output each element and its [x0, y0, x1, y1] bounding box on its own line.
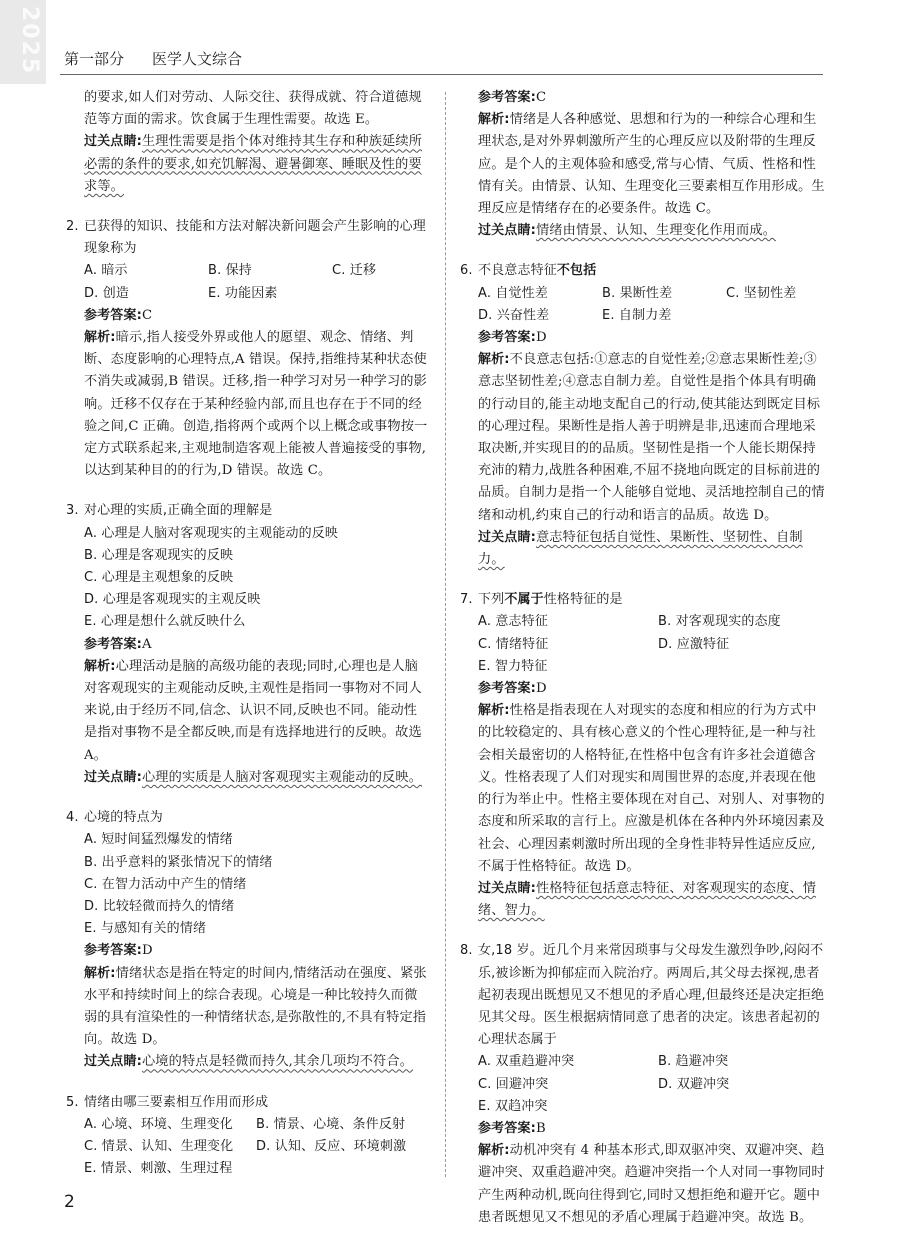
analysis-line: [66, 327, 430, 482]
analysis-line: [460, 349, 828, 527]
option-b: B. 果断性差: [602, 285, 673, 301]
analysis-label: 解析:: [478, 703, 510, 719]
analysis-text: 心理活动是脑的高级功能的表现;同时,心理也是人脑对客观现实的主观能动反映,主观性是指同一事物对不同人来说,由于经历不同,信念、认识不同,反映也不同。能动性是指对事物不是全都反映,而是有选择地进行的反映。故选 A。: [84, 658, 422, 763]
question-number: 4.: [66, 810, 79, 826]
question-stem: [460, 589, 828, 611]
analysis-text: 情绪是人各种感觉、思想和行为的一种综合心理和生理状态,是对外界刺激所产生的心理反应以及附带的生理反应。是个人的主观体验和感受,常与心情、气质、性格和性情有关。由情景、认知、生理变化三要素相互作用形成。生理反应是情绪存在的必要条件。故选 C。: [478, 112, 825, 217]
question-6: [460, 260, 828, 571]
right-column: [460, 87, 828, 1229]
option-d: D. 认知、反应、环境刺激: [256, 1138, 407, 1154]
option-e: E. 心理是想什么就反映什么: [84, 614, 246, 630]
question-number: 6.: [460, 263, 473, 279]
analysis-label: 解析:: [478, 112, 510, 128]
option-e: E. 智力特征: [478, 658, 548, 674]
keypoint-text: 情绪由情景、认知、生理变化作用而成。: [535, 223, 777, 239]
answer-label: 参考答案:: [478, 330, 536, 346]
keypoint-text: 生理性需要是指个体对维持其生存和种族延续所必需的条件的要求,如充饥解渴、避暑御寒、睡眠及性的要求等。: [84, 134, 423, 194]
answer-label: 参考答案:: [84, 943, 142, 959]
options: [66, 829, 430, 940]
option-b: B. 情景、心境、条件反射: [256, 1116, 406, 1132]
answer-line: [460, 1118, 828, 1140]
analysis-label: 解析:: [84, 330, 116, 346]
keypoint-line: [460, 878, 828, 922]
answer-value: C: [535, 90, 547, 105]
option-a: A. 短时间猛烈爆发的情绪: [84, 832, 233, 848]
option-a: A. 心理是人脑对客观现实的主观能动的反映: [84, 525, 339, 541]
analysis-text: 动机冲突有 4 种基本形式,即双驱冲突、双避冲突、趋避冲突、双重趋避冲突。趋避冲突指一个人对同一事物同时产生两种动机,既向往得到它,同时又想拒绝和避开它。题中患者既想见又不想见的矛盾心理属于趋避冲突。故选 B。: [478, 1143, 825, 1225]
question-8: [460, 940, 828, 1229]
option-c: C. 回避冲突: [478, 1076, 549, 1092]
answer-value: C: [141, 307, 153, 323]
keypoint-label: 过关点睛:: [478, 880, 536, 896]
options: [66, 1114, 430, 1181]
answer-label: 参考答案:: [478, 681, 536, 697]
option-b: B. 保持: [208, 263, 252, 279]
answer-label: 参考答案:: [478, 1120, 536, 1136]
keypoint-label: 过关点睛:: [478, 223, 536, 239]
keypoint-text: 意志特征包括自觉性、果断性、坚韧性、自制力。: [478, 529, 803, 568]
question-stem: [460, 940, 828, 1051]
keypoint-text: 心理的实质是人脑对客观现实主观能动的反映。: [141, 769, 423, 785]
answer-label: 参考答案:: [84, 636, 142, 652]
option-d: D. 心理是客观现实的主观反映: [84, 592, 261, 608]
question-text: 情绪由哪三要素相互作用而形成: [84, 1094, 269, 1110]
keypoint-text: 性格特征包括意志特征、对客观现实的态度、情绪、智力。: [478, 880, 817, 919]
option-c: C. 迁移: [332, 263, 377, 279]
option-e: E. 情景、刺激、生理过程: [84, 1161, 233, 1177]
answer-line: [66, 940, 430, 962]
keypoint-text: 心境的特点是轻微而持久,其余几项均不符合。: [141, 1054, 414, 1070]
left-column: [66, 87, 430, 1180]
option-a: A. 心境、环境、生理变化: [84, 1116, 233, 1132]
analysis-text: 不良意志包括:①意志的自觉性差;②意志果断性差;③意志坚韧性差;④意志自制力差。自觉性是指个体具有明确的行动目的,能主动地支配自己的行动,使其能达到既定目标的心理过程。果断性是指人善于明辨是非,迅速而合理地采取决断,并实现目的的品质。坚韧性是指一个人能长期保持充沛的精力,战胜各种困难,不屈不挠地向既定的目标前进的品质。自制力是指一个人能够自觉地、灵活地控制自己的情绪和动机,约束自己的行动和语言的品质。故选 D。: [478, 352, 825, 523]
question-2: [66, 216, 430, 482]
question-text: [478, 260, 828, 282]
answer-value: D: [535, 330, 547, 346]
keypoint-label: 过关点睛:: [84, 134, 142, 150]
option-a: A. 意志特征: [478, 614, 548, 630]
analysis-line: [460, 700, 828, 878]
question-text: 对心理的实质,正确全面的理解是: [84, 503, 273, 519]
part-title: 第一部分: [64, 50, 125, 68]
answer-value: D: [535, 681, 547, 697]
option-b: B. 出乎意料的紧张情况下的情绪: [84, 854, 273, 870]
answer-value: B: [535, 1120, 546, 1136]
question-7: [460, 589, 828, 922]
year-label: 2025: [17, 6, 42, 76]
question-number: 7.: [460, 592, 473, 608]
question-text: 已获得的知识、技能和方法对解决新问题会产生影响的心理现象称为: [84, 219, 426, 257]
analysis-label: 解析:: [478, 352, 510, 368]
analysis-line: [460, 1140, 828, 1229]
option-b: B. 心理是客观现实的反映: [84, 547, 234, 563]
stem-emphasis: 不包括: [556, 263, 597, 279]
option-e: E. 双趋冲突: [478, 1098, 548, 1114]
options: [66, 260, 430, 304]
option-c: C. 情景、认知、生理变化: [84, 1138, 234, 1154]
analysis-text: 性格是指表现在人对现实的态度和相应的行为方式中的比较稳定的、具有核心意义的个性心理特征,是一种与社会相关最密切的人格特征,在性格中包含有许多社会道德含义。性格表现了人们对现实和周围世界的态度,并表现在他的行为举止中。性格主要体现在对自己、对别人、对事物的态度和所采取的言行上。应激是机体在各种内外环境因素及社会、心理因素刺激时所出现的全身性非特异性适应反应,不属于性格特征。故选 D。: [478, 703, 825, 874]
option-b: B. 趋避冲突: [658, 1054, 729, 1070]
option-a: A. 双重趋避冲突: [478, 1054, 575, 1070]
option-d: D. 应激特征: [658, 636, 730, 652]
continuation-text: 的要求,如人们对劳动、人际交往、获得成就、符合道德规范等方面的需求。饮食属于生理性需要。故选 E。: [84, 90, 422, 128]
question-text: 女,18 岁。近几个月来常因琐事与父母发生激烈争吵,闷闷不乐,被诊断为抑郁症而入院治疗。两周后,其父母去探视,患者起初表现出既想见又不想见的矛盾心理,但最终还是决定拒绝见其父母。医生根据病情同意了患者的决定。该患者起初的心理状态属于: [478, 943, 825, 1048]
option-c: C. 情绪特征: [478, 636, 549, 652]
analysis-line: [66, 656, 430, 767]
option-d: D. 创造: [84, 285, 130, 301]
analysis-text: 暗示,指人接受外界或他人的愿望、观念、情绪、判断、态度影响的心理特点,A 错误。保持,指维持某种状态使不消失或减弱,B 错误。迁移,指一种学习对另一种学习的影响。迁移不仅存在于某种经验内部,而且也存在于不同的经验之间,C 正确。创造,指将两个或两个以上概念或事物按一定方式联系起来,主观地制造客观上能被人普遍接受的事物,以达到某种目的的行为,D 错误。故选 C。: [84, 330, 428, 479]
answer-line: [460, 678, 828, 700]
options: [66, 523, 430, 634]
keypoint-label: 过关点睛:: [84, 1054, 142, 1070]
stem-text: 下列: [478, 592, 505, 608]
question-stem: [66, 1092, 430, 1114]
question-stem: [66, 216, 430, 260]
question-5: [66, 1092, 430, 1181]
stem-text: 不良意志特征: [478, 263, 557, 279]
option-b: B. 对客观现实的态度: [658, 614, 781, 630]
page-number: 2: [64, 1192, 75, 1212]
analysis-label: 解析:: [478, 1143, 510, 1159]
option-d: D. 兴奋性差: [478, 307, 550, 323]
question-text: [478, 589, 828, 611]
question-number: 3.: [66, 503, 79, 519]
option-c: C. 在智力活动中产生的情绪: [84, 876, 247, 892]
question-4: [66, 807, 430, 1073]
answer-value: D: [141, 943, 153, 959]
keypoint-label: 过关点睛:: [478, 529, 536, 545]
answer-label: 参考答案:: [478, 90, 536, 105]
keypoint-line: [460, 220, 828, 242]
section-title: 医学人文综合: [152, 50, 243, 68]
analysis-label: 解析:: [84, 658, 116, 674]
question-text: 心境的特点为: [84, 810, 163, 826]
page-header: [60, 44, 823, 75]
keypoint-line: [66, 767, 430, 789]
option-e: E. 与感知有关的情绪: [84, 921, 207, 937]
analysis-text: 情绪状态是指在特定的时间内,情绪活动在强度、紧张水平和持续时间上的综合表现。心境是一种比较持久而微弱的具有渲染性的一种情绪状态,是弥散性的,不具有特定指向。故选 D。: [84, 965, 427, 1048]
question-number: 2.: [66, 219, 79, 235]
keypoint-line: [460, 527, 828, 571]
answer-line: [460, 87, 828, 109]
option-e: E. 功能因素: [208, 285, 278, 301]
analysis-line: [66, 963, 430, 1052]
column-divider: [445, 92, 446, 1177]
analysis-line: [460, 109, 828, 220]
question-3: [66, 500, 430, 789]
question-number: 5.: [66, 1094, 79, 1110]
options: [460, 611, 828, 678]
options: [460, 1051, 828, 1118]
question-stem: [66, 500, 430, 522]
question-stem: [460, 260, 828, 282]
option-a: A. 暗示: [84, 263, 128, 279]
option-c: C. 坚韧性差: [726, 285, 797, 301]
answer-line: [66, 634, 430, 656]
keypoint-line: [66, 1051, 430, 1073]
question-5-continuation: [460, 87, 828, 242]
options: [460, 283, 828, 327]
stem-text-tail: 性格特征的是: [543, 592, 623, 608]
answer-value: A: [141, 636, 152, 652]
option-e: E. 自制力差: [602, 307, 672, 323]
prev-question-continuation: [66, 87, 430, 198]
stem-emphasis: 不属于: [504, 592, 544, 608]
analysis-label: 解析:: [84, 965, 116, 981]
option-c: C. 心理是主观想象的反映: [84, 570, 234, 586]
year-tab: [0, 0, 46, 84]
answer-label: 参考答案:: [84, 307, 142, 323]
keypoint-line: [66, 131, 430, 198]
question-number: 8.: [460, 943, 473, 959]
option-d: D. 双避冲突: [658, 1076, 730, 1092]
option-a: A. 自觉性差: [478, 285, 548, 301]
option-d: D. 比较轻微而持久的情绪: [84, 898, 235, 914]
keypoint-label: 过关点睛:: [84, 769, 142, 785]
answer-line: [460, 327, 828, 349]
answer-line: [66, 305, 430, 327]
question-stem: [66, 807, 430, 829]
